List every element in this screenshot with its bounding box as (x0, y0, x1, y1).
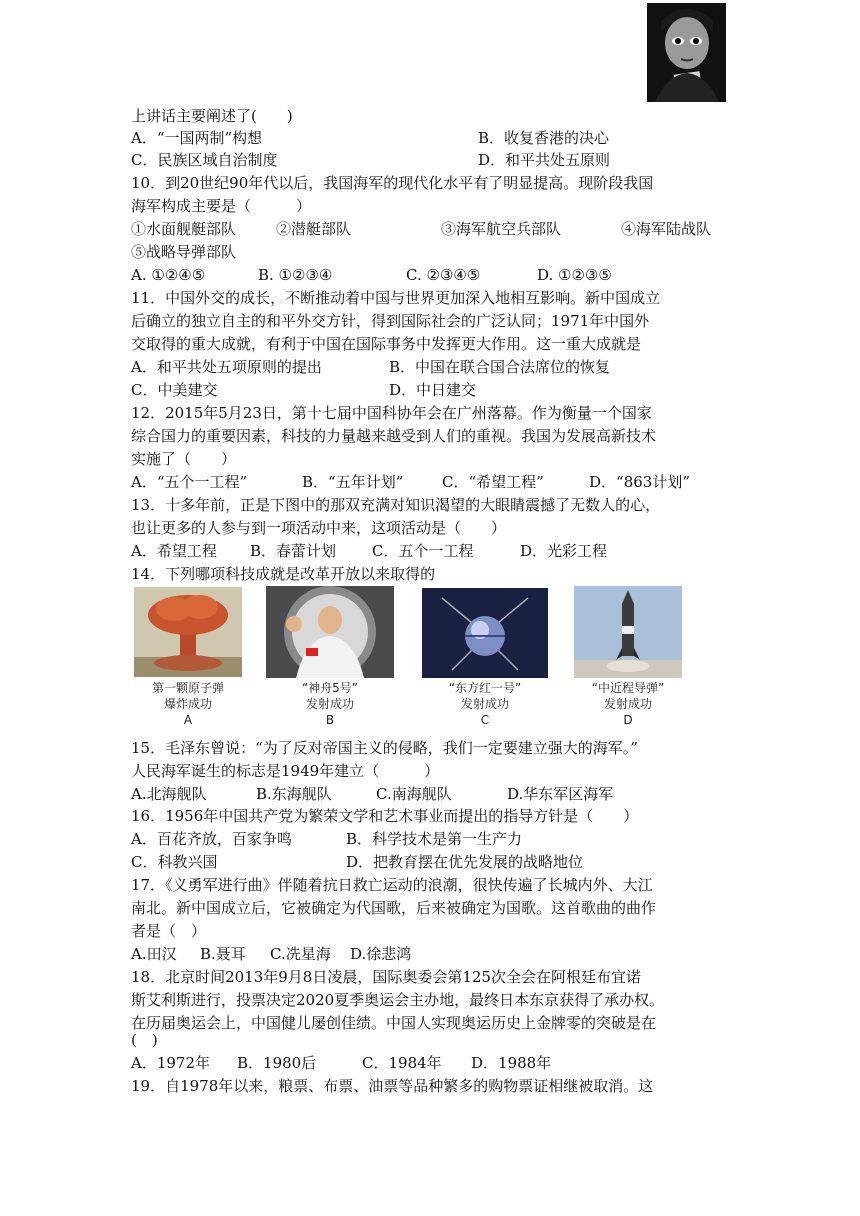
q10-item-4: ④海军陆战队 (621, 220, 712, 238)
q12-option-a[interactable]: A．“五个一工程” (131, 473, 248, 491)
q9-stem: 上讲话主要阐述了( ) (131, 107, 293, 125)
q13-option-d[interactable]: D．光彩工程 (520, 542, 608, 560)
q11-stem-line-1: 11．中国外交的成长，不断推动着中国与世界更加深入地相互影响。新中国成立 (131, 289, 661, 307)
q10-item-3: ③海军航空兵部队 (441, 220, 562, 238)
q11-option-d[interactable]: D．中日建交 (389, 381, 477, 399)
q19-stem-line-1: 19．自1978年以来，粮票、布票、油票等品种繁多的购物票证相继被取消。这 (131, 1077, 654, 1095)
q14-caption-a-line-1: 第一颗原子弹 (151, 681, 224, 695)
q15-option-b[interactable]: B.东海舰队 (256, 785, 332, 803)
q10-item-1: ①水面舰艇部队 (131, 220, 237, 238)
q13-option-b[interactable]: B．春蕾计划 (250, 542, 337, 560)
q14-caption-d-line-1: “中近程导弹” (591, 681, 665, 695)
q17-option-c[interactable]: C.冼星海 (270, 945, 331, 963)
q15-option-a[interactable]: A.北海舰队 (131, 785, 207, 803)
q9-option-a[interactable]: A．“一国两制”构想 (131, 129, 263, 147)
girl-face-icon (647, 3, 726, 102)
q12-option-d[interactable]: D．“863计划” (589, 473, 690, 491)
q14-image-a[interactable] (134, 587, 242, 677)
q14-stem: 14．下列哪项科技成就是改革开放以来取得的 (131, 565, 436, 583)
q10-option-a[interactable]: A. ①②④⑤ (131, 266, 206, 284)
satellite-icon (422, 588, 548, 678)
q12-stem-line-1: 12．2015年5月23日，第十七届中国科协年会在广州落幕。作为衡量一个国家 (131, 404, 652, 422)
q11-option-a[interactable]: A．和平共处五项原则的提出 (131, 358, 322, 376)
q14-caption-a-line-2: 爆炸成功 (163, 697, 212, 711)
q17-option-d[interactable]: D.徐悲鸿 (350, 945, 412, 963)
q15-stem-line-2: 人民海军诞生的标志是1949年建立（ ） (131, 762, 440, 780)
q14-label-d: D (623, 713, 633, 727)
q14-caption-c-line-1: “东方红一号” (448, 681, 522, 695)
q18-stem-line-2: 斯艾利斯进行，投票决定2020夏季奥运会主办地，最终日本东京获得了承办权。 (131, 991, 665, 1009)
q11-option-c[interactable]: C．中美建交 (131, 381, 218, 399)
q14-caption-b-line-2: 发射成功 (305, 697, 354, 711)
astronaut-icon (266, 586, 394, 678)
q14-caption-c-line-2: 发射成功 (460, 697, 509, 711)
q12-stem-line-3: 实施了（ ） (131, 450, 237, 468)
q14-image-c[interactable] (422, 588, 548, 678)
q10-stem-line-2: 海军构成主要是（ ） (131, 197, 312, 215)
q16-stem: 16．1956年中国共产党为繁荣文学和艺术事业而提出的指导方针是（ ） (131, 807, 639, 825)
q15-stem-line-1: 15．毛泽东曾说：“为了反对帝国主义的侵略，我们一定要建立强大的海军。” (131, 739, 638, 757)
q9-option-b[interactable]: B．收复香港的决心 (478, 129, 610, 147)
q11-stem-line-3: 交取得的重大成就，有利于中国在国际事务中发挥更大作用。这一重大成就是 (131, 335, 642, 353)
q13-stem-line-1: 13．十多年前，正是下图中的那双充满对知识渴望的大眼睛震撼了无数人的心， (131, 496, 661, 514)
q11-option-b[interactable]: B．中国在联合国合法席位的恢复 (389, 358, 611, 376)
q16-option-a[interactable]: A．百花齐放，百家争鸣 (131, 830, 292, 848)
q18-option-d[interactable]: D．1988年 (471, 1054, 552, 1072)
q12-option-c[interactable]: C．“希望工程” (442, 473, 544, 491)
q12-option-b[interactable]: B．“五年计划” (302, 473, 404, 491)
q9-option-c[interactable]: C．民族区域自治制度 (131, 151, 278, 169)
q13-option-c[interactable]: C．五个一工程 (372, 542, 474, 560)
q13-option-a[interactable]: A．希望工程 (131, 542, 217, 560)
missile-icon (574, 586, 682, 678)
q18-option-b[interactable]: B．1980后 (237, 1054, 317, 1072)
q12-stem-line-2: 综合国力的重要因素，科技的力量越来越受到人们的重视。我国为发展高新技术 (131, 427, 657, 445)
q14-caption-d-line-2: 发射成功 (603, 697, 652, 711)
q10-item-5: ⑤战略导弹部队 (131, 243, 237, 261)
q14-caption-b-line-1: “神舟5号” (301, 681, 359, 695)
q15-option-c[interactable]: C.南海舰队 (376, 785, 452, 803)
q18-stem-line-1: 18．北京时间2013年9月8日凌晨，国际奥委会第125次全会在阿根廷布宜诺 (131, 968, 641, 986)
q16-option-c[interactable]: C．科教兴国 (131, 853, 218, 871)
mushroom-cloud-icon (134, 587, 242, 677)
q10-option-b[interactable]: B. ①②③④ (258, 266, 333, 284)
q18-option-c[interactable]: C．1984年 (362, 1054, 442, 1072)
q14-label-b: B (325, 713, 335, 727)
q10-option-d[interactable]: D. ①②③⑤ (537, 266, 612, 284)
q18-stem-line-3: 在历届奥运会上，中国健儿屡创佳绩。中国人实现奥运历史上金牌零的突破是在 (131, 1014, 657, 1032)
q17-stem-line-3: 者是（ ） (131, 922, 207, 940)
q16-option-d[interactable]: D．把教育摆在优先发展的战略地位 (346, 853, 584, 871)
q10-stem-line-1: 10．到20世纪90年代以后，我国海军的现代化水平有了明显提高。现阶段我国 (131, 174, 654, 192)
q15-option-d[interactable]: D.华东军区海军 (507, 785, 614, 803)
q11-stem-line-2: 后确立的独立自主的和平外交方针，得到国际社会的广泛认同；1971年中国外 (131, 312, 650, 330)
q17-option-b[interactable]: B.聂耳 (200, 945, 246, 963)
q14-image-b[interactable] (266, 586, 394, 678)
q14-label-a: A (183, 713, 193, 727)
hope-project-girl-photo (647, 3, 726, 102)
q18-option-a[interactable]: A．1972年 (131, 1054, 211, 1072)
q14-label-c: C (480, 713, 490, 727)
q14-image-d[interactable] (574, 586, 682, 678)
q17-stem-line-1: 17．《义勇军进行曲》伴随着抗日救亡运动的浪潮，很快传遍了长城内外、大江 (131, 876, 653, 894)
q10-option-c[interactable]: C. ②③④⑤ (406, 266, 481, 284)
q13-stem-line-2: 也让更多的人参与到一项活动中来，这项活动是（ ） (131, 519, 507, 537)
q16-option-b[interactable]: B．科学技术是第一生产力 (346, 830, 523, 848)
q18-stem-line-4: ( ) (131, 1031, 158, 1049)
q9-option-d[interactable]: D．和平共处五原则 (478, 151, 611, 169)
q17-option-a[interactable]: A.田汉 (131, 945, 177, 963)
q10-item-2: ②潜艇部队 (276, 220, 352, 238)
q17-stem-line-2: 南北。新中国成立后，它被确定为代国歌，后来被确定为国歌。这首歌曲的曲作 (131, 899, 657, 917)
